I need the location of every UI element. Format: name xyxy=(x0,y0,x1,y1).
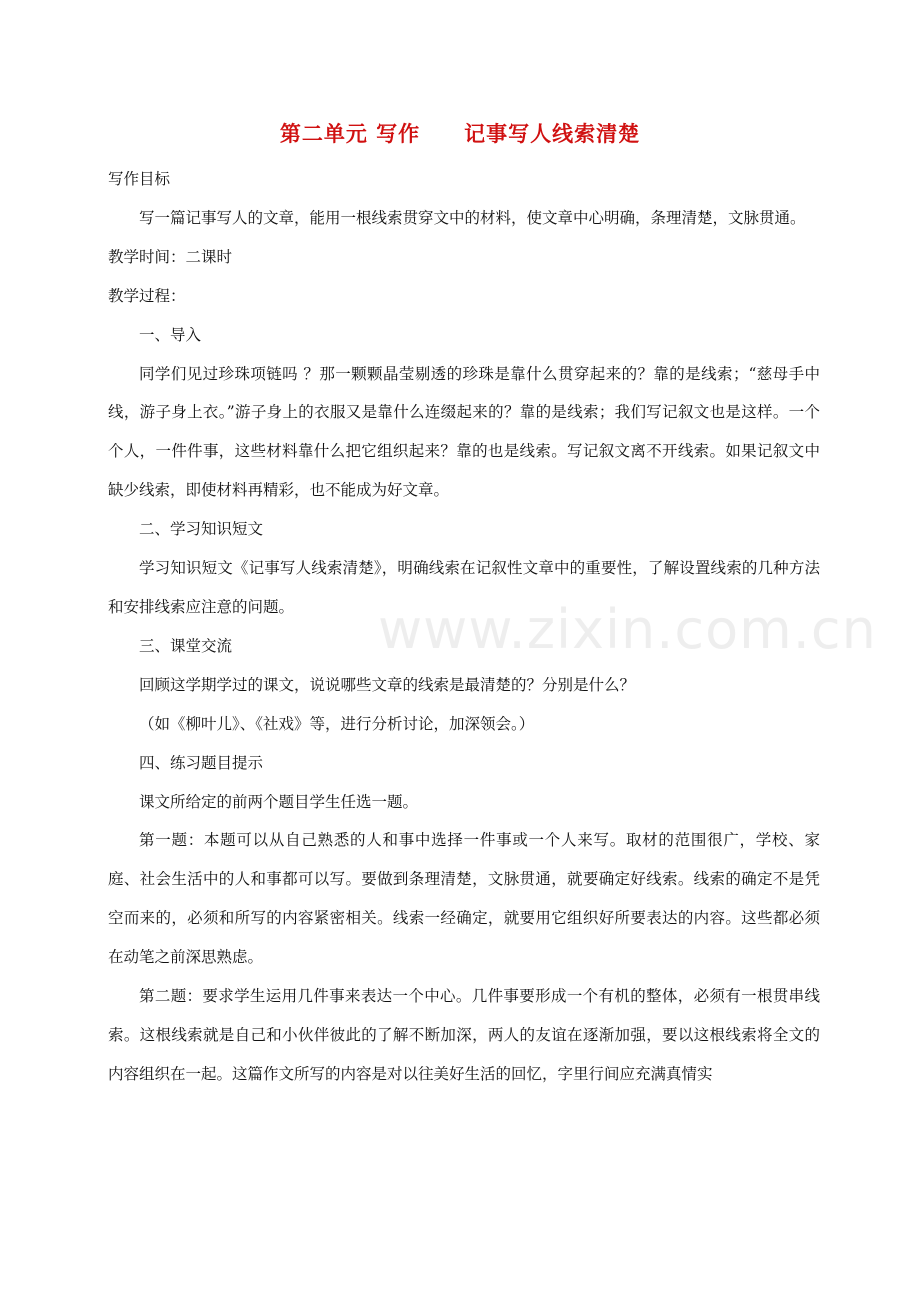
section-heading: 三、课堂交流 xyxy=(139,636,233,655)
paragraph: 写一篇记事写人的文章，能用一根线索贯穿文中的材料，使文章中心明确，条理清楚，文脉贯通。 xyxy=(139,208,806,227)
paragraph: 第一题：本题可以从自己熟悉的人和事中选择一件事或一个人来写。取材的范围很广，学校、家庭、社会生活中的人和事都可以写。要做到条理清楚，文脉贯通，就要确定好线索。线索的确定不是凭空而来的，必须和所写的内容紧密相关。线索一经确定，就要用它组织好所要表达的内容。这些都必须在动笔之前深思熟虑。 xyxy=(108,831,820,967)
section-heading: 写作目标 xyxy=(108,170,171,188)
section-heading: 教学过程： xyxy=(108,286,186,305)
document-body xyxy=(108,160,820,1094)
paragraph: 学习知识短文《记事写人线索清楚》，明确线索在记叙性文章中的重要性，了解设置线索的几种方法和安排线索应注意的问题。 xyxy=(108,559,820,616)
page-title: 第二单元 写作 记事写人线索清楚 xyxy=(279,121,641,146)
section-heading: 四、练习题目提示 xyxy=(139,753,264,772)
watermark: www.zixin.com.cn xyxy=(378,598,877,661)
paragraph: 回顾这学期学过的课文，说说哪些文章的线索是最清楚的？分别是什么？ xyxy=(139,675,636,694)
paragraph: 课文所给定的前两个题目学生任选一题。 xyxy=(139,792,419,811)
section-heading: 二、学习知识短文 xyxy=(139,520,264,539)
section-heading: 一、导入 xyxy=(139,325,202,344)
section-heading: 教学时间：二课时 xyxy=(108,247,233,266)
paragraph: 第二题：要求学生运用几件事来表达一个中心。几件事要形成一个有机的整体，必须有一根贯串线索。这根线索就是自己和小伙伴彼此的了解不断加深，两人的友谊在逐渐加强，要以这根线索将全文的内容组织在一起。这篇作文所写的内容是对以往美好生活的回忆，字里行间应充满真情实 xyxy=(108,987,820,1083)
paragraph: 同学们见过珍珠项链吗 ？那一颗颗晶莹剔透的珍珠是靠什么贯穿起来的？靠的是线索；“慈母手中线，游子身上衣。”游子身上的衣服又是靠什么连缀起来的？靠的是线索；我们写记叙文也是这样。一个个人，一件件事，这些材料靠什么把它组织起来？靠的也是线索。写记叙文离不开线索。如果记叙文中缺少线索，即使材料再精彩，也不能成为好文章。 xyxy=(108,364,820,500)
paragraph: （如《柳叶儿》、《社戏》等，进行分析讨论，加深领会。） xyxy=(139,714,535,733)
